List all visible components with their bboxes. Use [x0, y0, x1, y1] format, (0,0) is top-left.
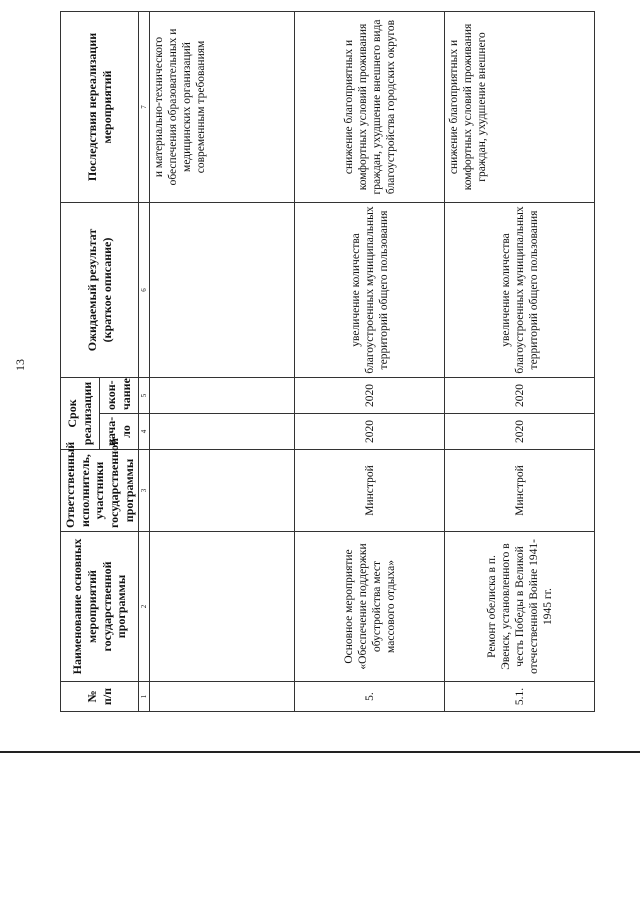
table-row [295, 11, 445, 711]
cell-num [150, 682, 295, 712]
table-header-row [61, 11, 100, 711]
header-executor: Ответственный исполнитель, участники государственной программы [61, 450, 139, 532]
program-measures-table [60, 11, 595, 712]
column-number: 3 [139, 450, 150, 532]
header-start: нача-ло [100, 414, 139, 450]
rotated-table-container [60, 12, 554, 712]
column-number: 1 [139, 682, 150, 712]
cell-end: 2020 [445, 377, 595, 413]
cell-start: 2020 [445, 414, 595, 450]
table-row [150, 11, 295, 711]
cell-result: увеличение количества благоустроенных муниципальных территорий общего пользования [295, 202, 445, 377]
cell-name: Основное мероприятие «Обеспечение поддержки обустройства мест массового отдыха» [295, 532, 445, 682]
cell-result: увеличение количества благоустроенных муниципальных территорий общего пользования [445, 202, 595, 377]
header-term: Срок реализации [61, 377, 100, 449]
cell-result [150, 202, 295, 377]
cell-end [150, 377, 295, 413]
column-number: 5 [139, 377, 150, 413]
cell-executor: Минстрой [445, 450, 595, 532]
header-name: Наименование основных мероприятий государственной программы [61, 532, 139, 682]
cell-num: 5. [295, 682, 445, 712]
table-row [445, 11, 595, 711]
header-end: окон-чание [100, 377, 139, 413]
cell-consequences: снижение благоприятных и комфортных условий проживания граждан, ухудшение внешнего [445, 11, 595, 202]
column-number: 2 [139, 532, 150, 682]
cell-name [150, 532, 295, 682]
horizontal-divider [0, 751, 640, 753]
column-number: 4 [139, 414, 150, 450]
cell-start [150, 414, 295, 450]
header-consequences: Последствия нереализации мероприятий [61, 11, 139, 202]
header-result: Ожидаемый результат (краткое описание) [61, 202, 139, 377]
cell-consequences: снижение благоприятных и комфортных условий проживания граждан, ухудшение внешнего вида благоустройства городских округов [295, 11, 445, 202]
cell-start: 2020 [295, 414, 445, 450]
cell-num: 5.1. [445, 682, 595, 712]
column-number-row [139, 11, 150, 711]
header-num: № п/п [61, 682, 139, 712]
cell-name: Ремонт обелиска в п. Эвенск, установленного в честь Победы в Великой отечественной Войне 1941-1945 гг. [445, 532, 595, 682]
cell-executor: Минстрой [295, 450, 445, 532]
page-number: 13 [13, 359, 27, 371]
column-number: 7 [139, 11, 150, 202]
cell-end: 2020 [295, 377, 445, 413]
cell-consequences: и материально-технического обеспечения образовательных и медицинских организаций современным требованиям [150, 11, 295, 202]
column-number: 6 [139, 202, 150, 377]
cell-executor [150, 450, 295, 532]
